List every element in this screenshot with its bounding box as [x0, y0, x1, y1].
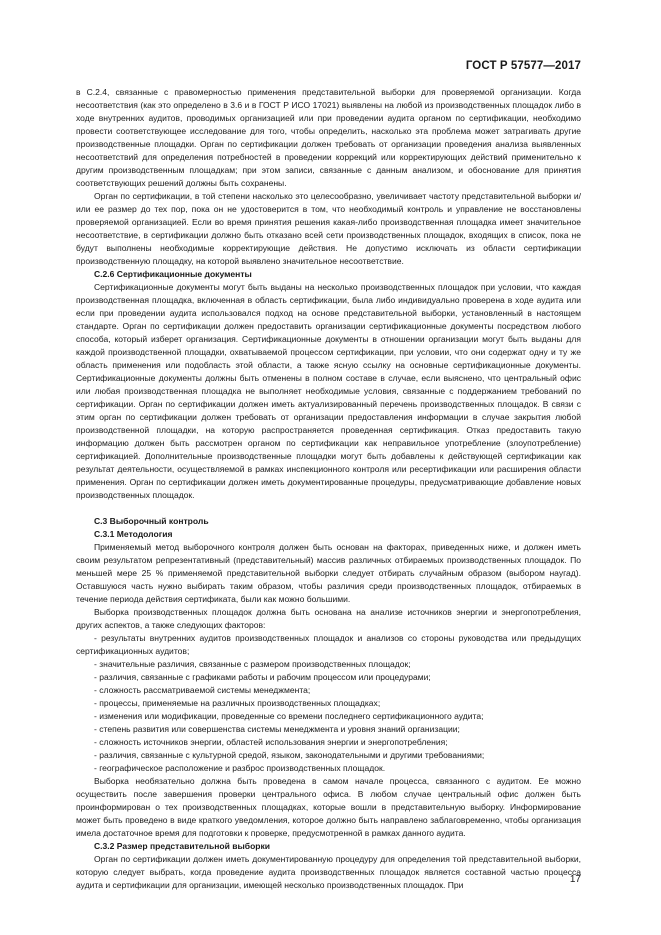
- list-item: - значительные различия, связанные с размером производственных площадок;: [94, 659, 411, 669]
- spacer: [76, 502, 581, 515]
- list-item: - сложность источников энергии, областей использования энергии и энергопотребления;: [94, 737, 448, 747]
- paragraph: Сертификационные документы могут быть выданы на несколько производственных площадок при условии, что каждая производственная площадка, включенная в область сертификации, была либо индивидуально проверена в ходе аудита или если при проведении аудита использовался подход на основе представительной выборки, установленный в настоящем стандарте. Орган по сертификации должен предоставить организации сертификационные документы посредством любого способа, который изберет организация. Сертификационные документы в отношении организации могут быть выданы для каждой производственной площадки, охватываемой процессом сертификации, при условии, что они содержат одну и ту же область применения или подобласть этой области, а также ясную ссылку на основные сертификационные документы. Сертификационные документы должны быть отменены в полном составе в случае, если выяснено, что центральный офис или любая производственная площадка не выполняет необходимые условия, связанные с поддержанием требований по сертификации. Орган по сертификации должен иметь актуализированный перечень производственных площадок. В связи с этим орган по сертификации должен требовать от организации предоставления информации в случае закрытия любой производственной площадки, на которую распространяется проведенная сертификация. Отказ предоставить такую информацию должен быть рассмотрен органом по сертификации как неправильное употребление (злоупотребление) сертификацией. Дополнительные производственные площадки могут быть добавлены к действующей сертификации как результат деятельности, осуществляемой в рамках инспекционного контроля или ресертификации или расширения области применения. Орган по сертификации должен иметь документированные процедуры, предусматривающие добавление новых производственных площадок.: [76, 282, 581, 500]
- list-item: - процессы, применяемые на различных производственных площадках;: [94, 698, 381, 708]
- list-item: - различия, связанные с культурной средой, языком, законодательными и другими требованиями;: [94, 750, 485, 760]
- paragraph: Орган по сертификации должен иметь документированную процедуру для определения той представительной выборки, которую следует выбрать, когда проведение аудита производственных площадок является составной частью процесса аудита и сертификации для организации, имеющей несколько производственных площадок. При: [76, 854, 581, 890]
- paragraph: Выборка производственных площадок должна быть основана на анализе источников энергии и энергопотребления, других аспектов, а также следующих факторов:: [76, 607, 581, 630]
- list-item: - сложность рассматриваемой системы менеджмента;: [94, 685, 311, 695]
- list-item: - изменения или модификации, проведенные со времени последнего сертификационного аудита;: [94, 711, 484, 721]
- paragraph: Выборка необязательно должна быть проведена в самом начале процесса, связанного с аудитом. Ее можно осуществить после завершения проверки центрального офиса. В любом случае центральный офис должен быть проинформирован о тех производственных площадках, которые вошли в представительную выборку. Информирование может быть проведено в виде краткого уведомления, которое должно быть направлено заблаговременно, чтобы организация имела достаточное время для подготовки к проверке, предусмотренной в рамках данного аудита.: [76, 776, 581, 838]
- paragraph: Применяемый метод выборочного контроля должен быть основан на факторах, приведенных ниже, и должен иметь своим результатом репрезентативный (представительный) массив различных отбираемых производственных площадок. По меньшей мере 25 % применяемой представительной выборки следует отбирать случайным образом (выбором наугад). Оставшуюся часть нужно выбирать таким образом, чтобы различия среди производственных площадок, отбираемых в течение периода действия сертификата, были как можно большими.: [76, 542, 581, 604]
- section-heading-c31: С.3.1 Методология: [94, 529, 173, 539]
- section-heading-c32: С.3.2 Размер представительной выборки: [94, 841, 271, 851]
- list-item: - географическое расположение и разброс производственных площадок.: [94, 763, 386, 773]
- paragraph: в С.2.4, связанные с правомерностью применения представительной выборки для проверяемой организации. Когда несоответствия (как это определено в 3.6 и в ГОСТ Р ИСО 17021) выявлены на любой из производственных площадок либо в ходе внутренних аудитов, проводимых организацией или при проведении аудита органом по сертификации, необходимо провести соответствующее исследование для того, чтобы определить, насколько эта проблема может затрагивать другие производственные площадки. Орган по сертификации должен требовать от организации проведения анализа выявленных несоответствий для определения потребностей в проведении коррекций или корректирующих действий применительно к другим производственным площадкам; при этом записи, связанные с данным анализом, и обоснование для принятия соответствующих решений должны быть сохранены.: [76, 87, 581, 188]
- list-item: - степень развития или совершенства системы менеджмента и уровня знаний организации;: [94, 724, 460, 734]
- list-item: - результаты внутренних аудитов производственных площадок и анализов со стороны руководства или предыдущих сертификационных аудитов;: [76, 633, 581, 656]
- list-item: - различия, связанные с графиками работы и рабочим процессом или процедурами;: [94, 672, 431, 682]
- document-id-header: ГОСТ Р 57577—2017: [465, 60, 581, 72]
- document-body: [76, 86, 581, 892]
- section-heading-c26: С.2.6 Сертификационные документы: [94, 269, 252, 279]
- paragraph: Орган по сертификации, в той степени насколько это целесообразно, увеличивает частоту представительной выборки и/или ее размер до тех пор, пока он не удостоверится в том, что необходимый контроль и управление не восстановлены проверяемой организацией. Если во время принятия решения какая-либо производственная площадка имеет значительное несоответствие, в сертификации должно быть отказано всей сети производственных площадок, входящих в список, пока не будут выполнены необходимые корректирующие действия. Не допустимо исключать из области сертификации производственную площадку, на которой выявлено значительное несоответствие.: [76, 191, 581, 266]
- section-heading-c3: С.3 Выборочный контроль: [94, 516, 209, 526]
- page-number: 17: [569, 874, 581, 885]
